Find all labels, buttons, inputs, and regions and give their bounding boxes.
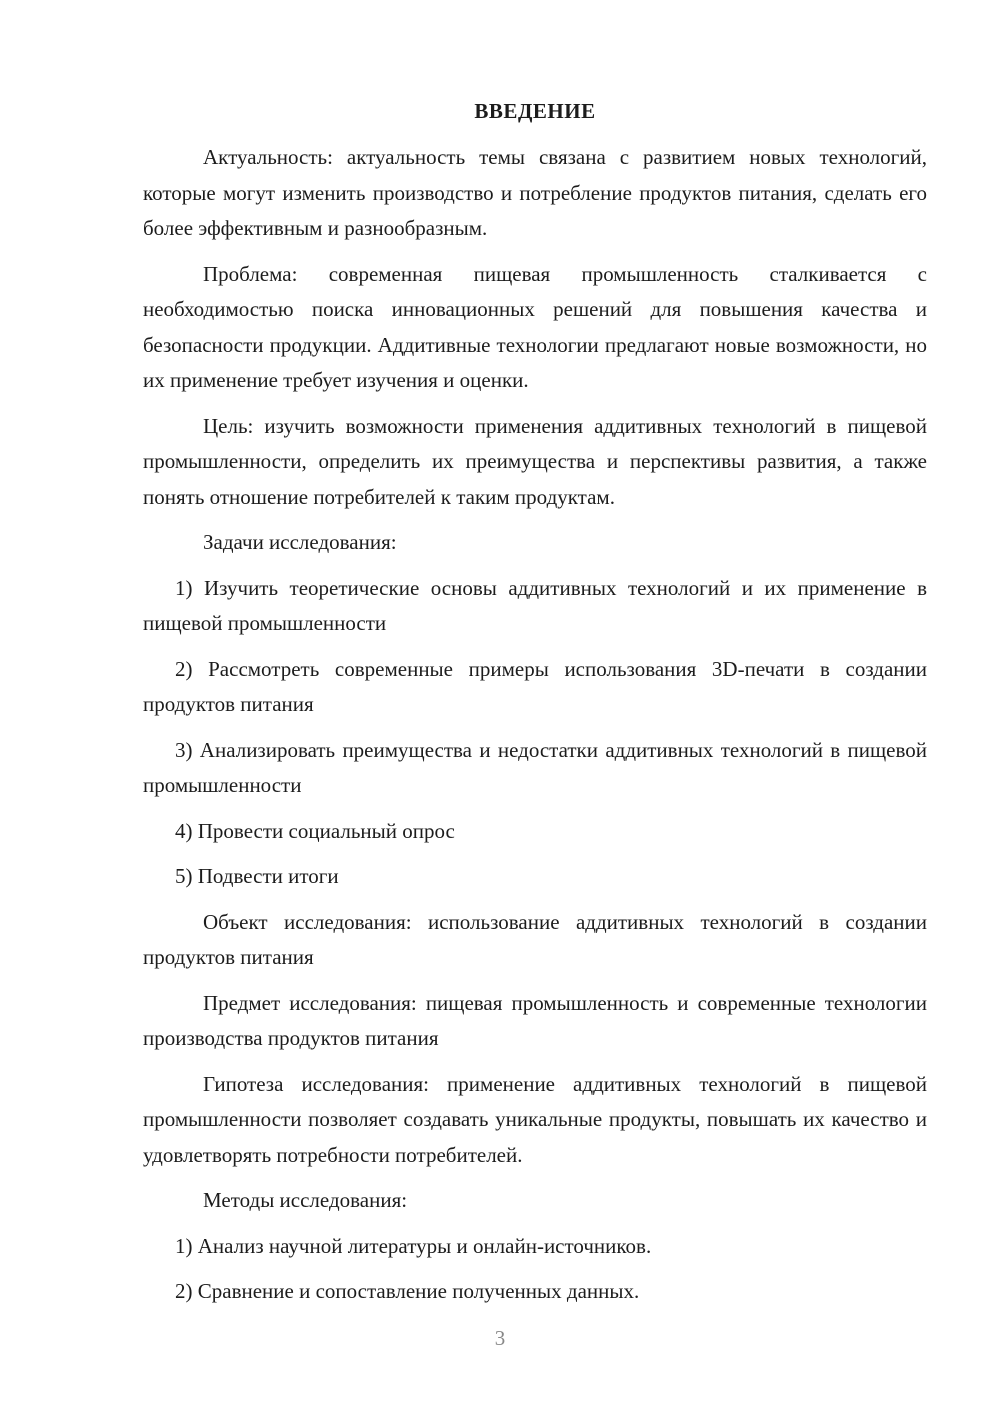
object-paragraph: Объект исследования: использование аддитивных технологий в создании продуктов питания bbox=[143, 909, 927, 969]
hypothesis-paragraph: Гипотеза исследования: применение аддитивных технологий в пищевой промышленности позволяет создавать уникальные продукты, повышать их качество и удовлетворять потребности потребителей. bbox=[143, 1071, 927, 1167]
task-item: 2) Рассмотреть современные примеры использования 3D-печати в создании продуктов питания bbox=[143, 656, 927, 716]
page-number: 3 bbox=[494, 1326, 506, 1350]
problem-paragraph: Проблема: современная пищевая промышленность сталкивается с необходимостью поиска инновационных решений для повышения качества и безопасности продукции. Аддитивные технологии предлагают новые возможности, но их применение требует изучения и оценки. bbox=[143, 261, 927, 392]
relevance-paragraph: Актуальность: актуальность темы связана с развитием новых технологий, которые могут изменить производство и потребление продуктов питания, сделать его более эффективным и разнообразным. bbox=[143, 145, 927, 240]
methods-heading: Методы исследования: bbox=[203, 1188, 408, 1212]
method-item: 1) Анализ научной литературы и онлайн-источников. bbox=[175, 1233, 652, 1258]
subject-paragraph: Предмет исследования: пищевая промышленность и современные технологии производства продуктов питания bbox=[143, 990, 927, 1050]
tasks-heading: Задачи исследования: bbox=[203, 530, 397, 554]
method-item: 2) Сравнение и сопоставление полученных данных. bbox=[175, 1279, 640, 1303]
document-page bbox=[143, 96, 927, 1320]
goal-paragraph: Цель: изучить возможности применения аддитивных технологий в пищевой промышленности, определить их преимущества и перспективы развития, а также понять отношение потребителей к таким продуктам. bbox=[143, 413, 927, 509]
task-item: 3) Анализировать преимущества и недостатки аддитивных технологий в пищевой промышленности bbox=[143, 737, 927, 797]
task-item: 5) Подвести итоги bbox=[175, 864, 339, 888]
task-item: 4) Провести социальный опрос bbox=[175, 818, 455, 843]
task-item: 1) Изучить теоретические основы аддитивных технологий и их применение в пищевой промышленности bbox=[143, 575, 927, 635]
page-title: ВВЕДЕНИЕ bbox=[474, 99, 596, 123]
